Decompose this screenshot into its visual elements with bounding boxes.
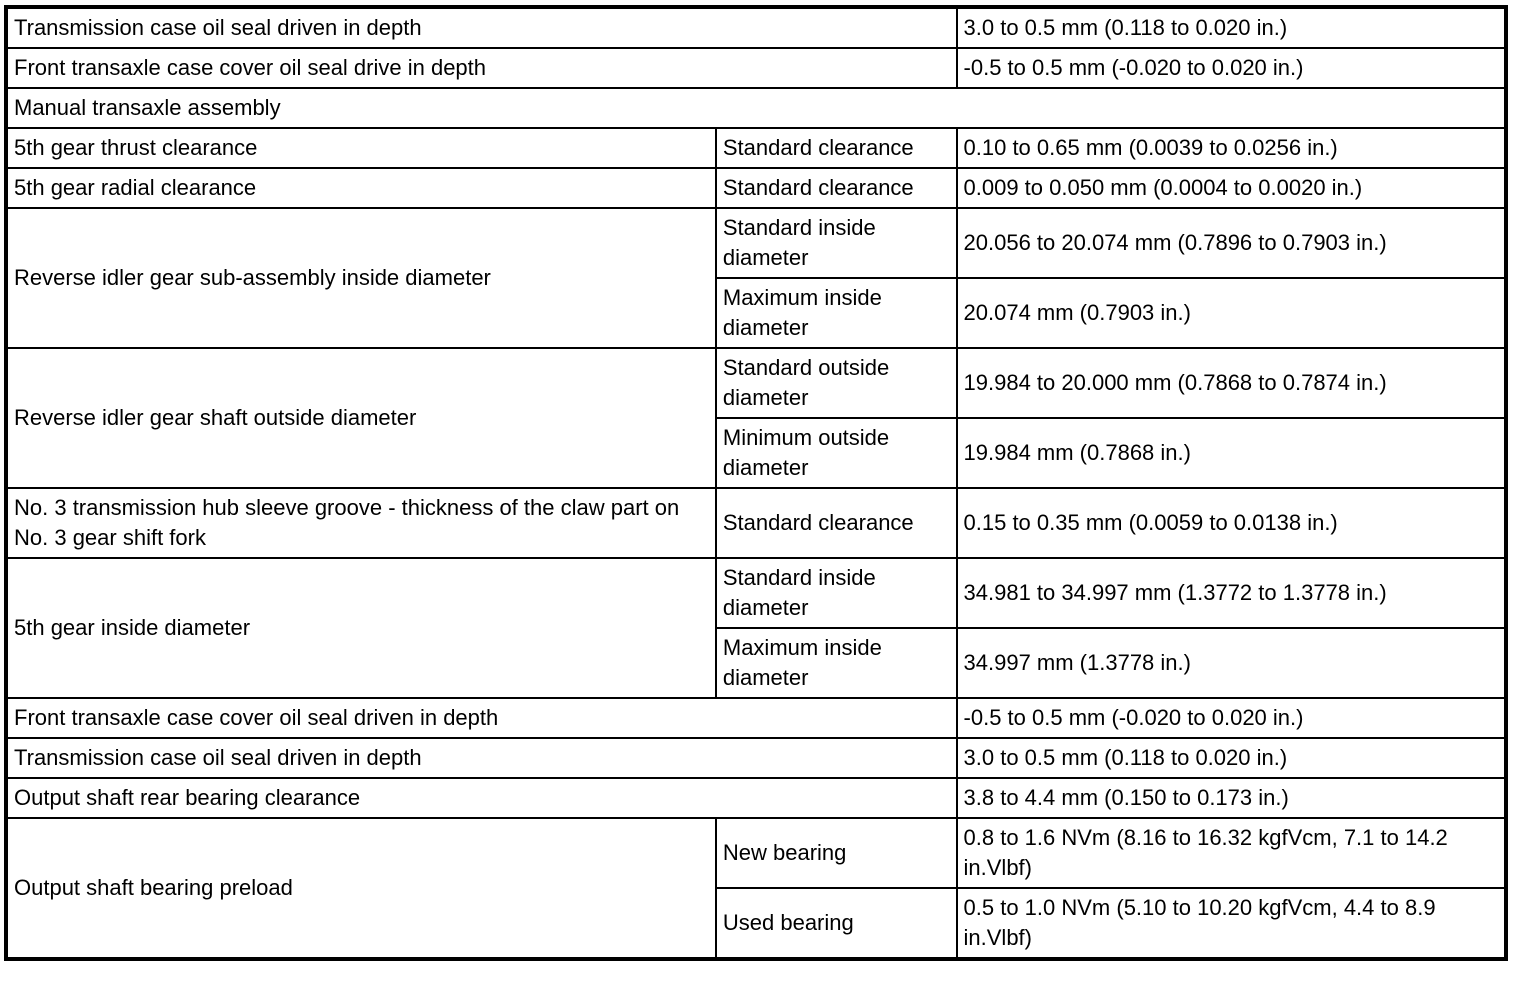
section-header: Manual transaxle assembly xyxy=(6,88,1506,128)
spec-value: 0.5 to 1.0 NVm (5.10 to 10.20 kgfVcm, 4.4 to 8.9 in.Vlbf) xyxy=(957,888,1506,959)
spec-value: 3.0 to 0.5 mm (0.118 to 0.020 in.) xyxy=(957,7,1506,48)
item-label: Output shaft bearing preload xyxy=(6,818,716,959)
item-label: No. 3 transmission hub sleeve groove - thickness of the claw part on No. 3 gear shift fork xyxy=(6,488,716,558)
condition-label: Used bearing xyxy=(716,888,957,959)
table-row xyxy=(6,168,1506,208)
condition-label: Standard outside diameter xyxy=(716,348,957,418)
spec-value: 0.8 to 1.6 NVm (8.16 to 16.32 kgfVcm, 7.1 to 14.2 in.Vlbf) xyxy=(957,818,1506,888)
item-label: 5th gear radial clearance xyxy=(6,168,716,208)
condition-label: Standard clearance xyxy=(716,168,957,208)
table-row xyxy=(6,48,1506,88)
spec-value: 0.10 to 0.65 mm (0.0039 to 0.0256 in.) xyxy=(957,128,1506,168)
item-label: Transmission case oil seal driven in depth xyxy=(6,738,957,778)
condition-label: Maximum inside diameter xyxy=(716,278,957,348)
spec-value: 3.8 to 4.4 mm (0.150 to 0.173 in.) xyxy=(957,778,1506,818)
item-label: Transmission case oil seal driven in depth xyxy=(6,7,957,48)
item-label: 5th gear thrust clearance xyxy=(6,128,716,168)
spec-value: -0.5 to 0.5 mm (-0.020 to 0.020 in.) xyxy=(957,48,1506,88)
item-label: Output shaft rear bearing clearance xyxy=(6,778,957,818)
spec-value: 0.15 to 0.35 mm (0.0059 to 0.0138 in.) xyxy=(957,488,1506,558)
spec-value: 34.981 to 34.997 mm (1.3772 to 1.3778 in.) xyxy=(957,558,1506,628)
item-label: Reverse idler gear sub-assembly inside diameter xyxy=(6,208,716,348)
item-label: Front transaxle case cover oil seal drive in depth xyxy=(6,48,957,88)
table-row xyxy=(6,818,1506,888)
condition-label: New bearing xyxy=(716,818,957,888)
table-row xyxy=(6,488,1506,558)
condition-label: Standard clearance xyxy=(716,128,957,168)
condition-label: Standard clearance xyxy=(716,488,957,558)
condition-label: Minimum outside diameter xyxy=(716,418,957,488)
spec-value: -0.5 to 0.5 mm (-0.020 to 0.020 in.) xyxy=(957,698,1506,738)
table-row xyxy=(6,128,1506,168)
table-row xyxy=(6,738,1506,778)
condition-label: Standard inside diameter xyxy=(716,208,957,278)
spec-value: 20.056 to 20.074 mm (0.7896 to 0.7903 in.) xyxy=(957,208,1506,278)
spec-value: 20.074 mm (0.7903 in.) xyxy=(957,278,1506,348)
table-row xyxy=(6,558,1506,628)
section-header-row xyxy=(6,88,1506,128)
condition-label: Maximum inside diameter xyxy=(716,628,957,698)
spec-value: 3.0 to 0.5 mm (0.118 to 0.020 in.) xyxy=(957,738,1506,778)
spec-value: 19.984 to 20.000 mm (0.7868 to 0.7874 in.) xyxy=(957,348,1506,418)
spec-value: 0.009 to 0.050 mm (0.0004 to 0.0020 in.) xyxy=(957,168,1506,208)
item-label: Front transaxle case cover oil seal driven in depth xyxy=(6,698,957,738)
spec-value: 34.997 mm (1.3778 in.) xyxy=(957,628,1506,698)
table-row xyxy=(6,778,1506,818)
item-label: 5th gear inside diameter xyxy=(6,558,716,698)
table-row xyxy=(6,208,1506,278)
table-row xyxy=(6,698,1506,738)
spec-value: 19.984 mm (0.7868 in.) xyxy=(957,418,1506,488)
table-row xyxy=(6,348,1506,418)
specification-table xyxy=(4,5,1508,961)
table-row xyxy=(6,7,1506,48)
condition-label: Standard inside diameter xyxy=(716,558,957,628)
item-label: Reverse idler gear shaft outside diameter xyxy=(6,348,716,488)
